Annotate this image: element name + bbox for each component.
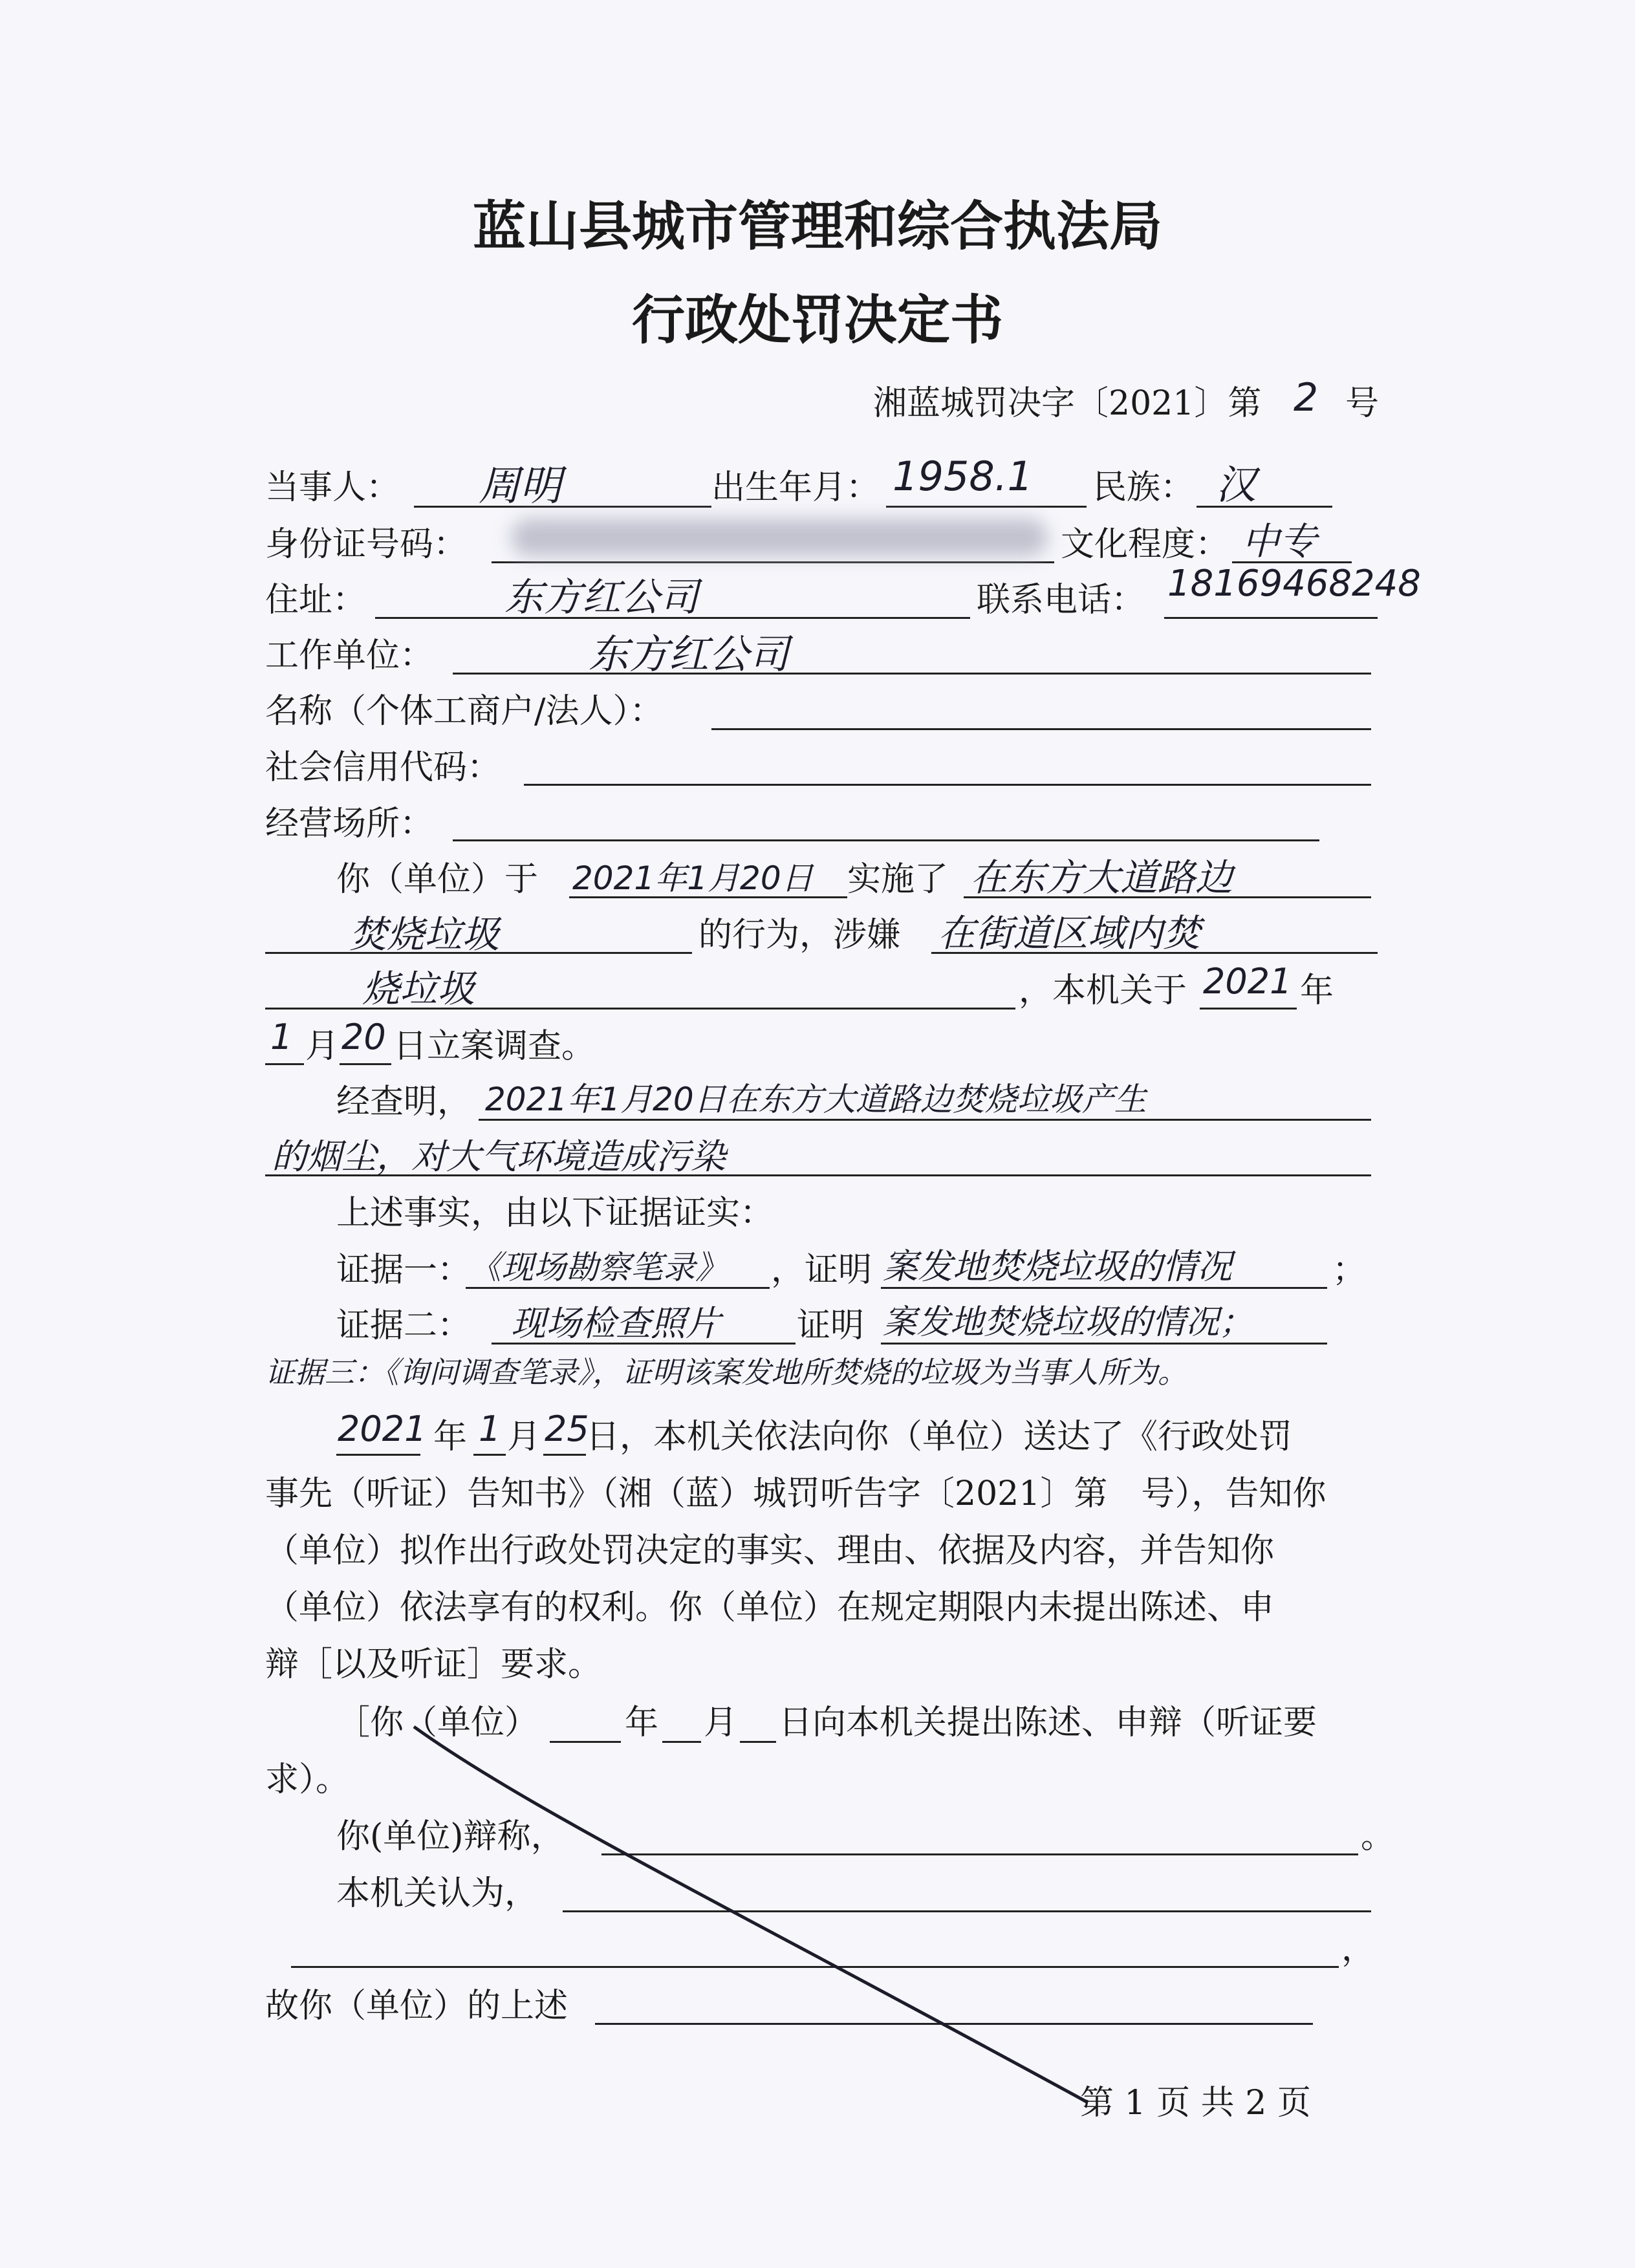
work-unit-value: 东方红公司 — [589, 631, 790, 678]
p4-line-5: 辩［以及听证］要求。 — [265, 1645, 602, 1684]
p1-text-f: 月 — [305, 1027, 340, 1066]
education-label: 文化程度： — [1061, 525, 1229, 564]
p9-text: 故你（单位）的上述 — [265, 1987, 568, 2025]
p6-end: 。 — [1361, 1817, 1395, 1856]
phone-value: 18169468248 — [1167, 563, 1421, 605]
address-label: 住址： — [265, 581, 367, 620]
p3-text: 上述事实，由以下证据证实： — [336, 1194, 774, 1233]
p2-value-2: 的烟尘，对大气环境造成污染 — [272, 1136, 726, 1177]
party-name-label: 当事人： — [265, 468, 400, 507]
p1-text-a: 你（单位）于 — [336, 860, 539, 899]
id-number-label: 身份证号码： — [265, 525, 468, 564]
evidence-1-label: 证据一： — [336, 1251, 471, 1290]
p5-text-b: 年 — [625, 1703, 659, 1742]
p5-text-a: ［你（单位） — [336, 1703, 539, 1742]
document-number-prefix: 湘蓝城罚决字〔2021〕第 — [873, 384, 1262, 423]
evidence-2-proof: 案发地焚烧垃圾的情况； — [883, 1303, 1253, 1342]
evidence-1-value: 《现场勘察笔录》 — [469, 1249, 728, 1286]
business-name-label: 名称（个体工商户/法人）： — [265, 692, 664, 731]
p4-month-value: 1 — [479, 1409, 501, 1449]
education-value: 中专 — [1242, 519, 1317, 563]
phone-label: 联系电话： — [977, 581, 1145, 620]
p1-act-value-1: 在东方大道路边 — [970, 856, 1233, 900]
document-number-suffix: 号 — [1345, 384, 1380, 423]
p4-text-c: 日，本机关依法向你（单位）送达了《行政处罚 — [586, 1418, 1293, 1456]
p1-suspect-value-2: 烧垃圾 — [362, 967, 475, 1011]
p4-text-b: 月 — [507, 1418, 541, 1456]
ethnicity-value: 汉 — [1216, 461, 1257, 508]
p1-month-value: 1 — [270, 1017, 293, 1057]
evidence-3-text: 证据三：《询问调查笔录》，证明该案发地所焚烧的垃圾为当事人所为。 — [265, 1355, 1187, 1390]
p1-year-value: 2021 — [1203, 961, 1292, 1002]
ethnicity-label: 民族： — [1093, 468, 1195, 507]
p1-suspect-value-1: 在街道区域内焚 — [938, 911, 1201, 955]
address-value: 东方红公司 — [504, 575, 698, 620]
business-place-label: 经营场所： — [265, 805, 434, 843]
document-number-value: 2 — [1294, 375, 1319, 420]
p7-text: 本机关认为， — [336, 1874, 539, 1913]
evidence-2-value: 现场检查照片 — [511, 1303, 720, 1344]
p6-text: 你(单位)辩称， — [336, 1817, 565, 1856]
p8-end: ， — [1341, 1930, 1376, 1969]
p5-line-2: 求）。 — [265, 1760, 350, 1799]
p4-day-value: 25 — [545, 1409, 589, 1449]
p1-text-g: 日立案调查。 — [393, 1027, 596, 1066]
p4-text-a: 年 — [433, 1418, 468, 1456]
page-number: 第 1 页 共 2 页 — [1080, 2084, 1311, 2122]
birth-label: 出生年月： — [711, 468, 880, 507]
p2-text-a: 经查明， — [336, 1083, 471, 1121]
p1-text-c: 的行为，涉嫌 — [698, 916, 901, 955]
p1-text-d: ，本机关于 — [1019, 971, 1187, 1010]
evidence-2-mid: 证明 — [797, 1306, 865, 1345]
p4-line-3: （单位）拟作出行政处罚决定的事实、理由、依据及内容，并告知你 — [265, 1531, 1275, 1570]
birth-value: 1958.1 — [893, 453, 1033, 500]
evidence-2-label: 证据二： — [336, 1306, 471, 1345]
credit-code-label: 社会信用代码： — [265, 748, 501, 787]
p1-text-e: 年 — [1300, 971, 1334, 1010]
p5-text-d: 日向本机关提出陈述、申辩（听证要 — [779, 1703, 1317, 1742]
p5-text-c: 月 — [704, 1703, 738, 1742]
party-name-value: 周明 — [479, 462, 561, 510]
p1-text-b: 实施了 — [847, 860, 949, 899]
evidence-1-proof: 案发地焚烧垃圾的情况 — [883, 1246, 1232, 1287]
work-unit-label: 工作单位： — [265, 636, 434, 675]
document-title: 行政处罚决定书 — [631, 289, 1003, 351]
p2-value-1: 2021年1月20日在东方大道路边焚烧垃圾产生 — [485, 1081, 1147, 1118]
p4-year-value: 2021 — [338, 1409, 427, 1449]
evidence-1-end: ； — [1332, 1251, 1367, 1290]
p1-day-value: 20 — [341, 1017, 386, 1057]
p4-line-4: （单位）依法享有的权利。你（单位）在规定期限内未提出陈述、申 — [265, 1588, 1275, 1627]
agency-title: 蓝山县城市管理和综合执法局 — [472, 195, 1162, 257]
p1-act-value-2: 焚烧垃圾 — [349, 913, 500, 956]
evidence-1-mid: ，证明 — [771, 1251, 872, 1290]
p4-line-2: 事先（听证）告知书》（湘（蓝）城罚听告字〔2021〕第 号），告知你 — [265, 1474, 1326, 1513]
p1-date-value: 2021年1月20日 — [572, 859, 814, 897]
